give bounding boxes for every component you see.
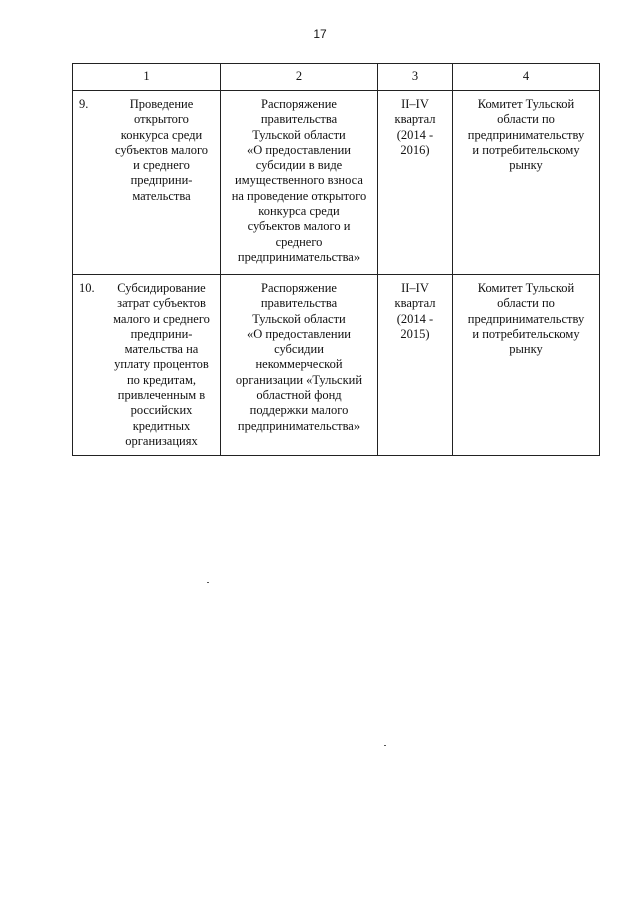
table-header-row	[73, 64, 600, 91]
deadline-text: II–IV квартал (2014 - 2016)	[394, 97, 436, 157]
row-number: 9.	[79, 97, 89, 111]
page-number: 17	[313, 27, 327, 41]
column-header-2: 2	[221, 64, 378, 91]
row-number: 10.	[79, 281, 95, 295]
scan-speck	[384, 745, 386, 746]
document-text: Распоряжение правительства Тульской области «О предоставлении субсидии в виде имущественного взноса на проведение открытого конкурса среди субъектов малого и среднего предпринимательства»	[231, 97, 367, 264]
deadline-cell	[378, 275, 453, 456]
table-row	[73, 91, 600, 275]
scan-speck	[207, 582, 209, 583]
responsible-text: Комитет Тульской области по предпринимательству и потребительскому рынку	[467, 281, 585, 357]
responsible-cell	[453, 275, 600, 456]
document-cell	[221, 91, 378, 275]
measure-text: Проведение открытого конкурса среди субъектов малого и среднего предприни- мательства	[114, 97, 209, 203]
table-row	[73, 275, 600, 456]
document-cell	[221, 275, 378, 456]
measure-cell	[73, 275, 221, 456]
responsible-cell	[453, 91, 600, 275]
document-text: Распоряжение правительства Тульской области «О предоставлении субсидии некоммерческой организации «Тульский областной фонд поддержки малого предпринимательства»	[235, 281, 363, 433]
column-header-3: 3	[378, 64, 453, 91]
measure-text: Субсидирование затрат субъектов малого и среднего предприни- мательства на уплату процентов по кредитам, привлеченным в российских кредитных организациях	[113, 281, 210, 448]
column-header-4: 4	[453, 64, 600, 91]
plan-table	[72, 63, 600, 456]
deadline-cell	[378, 91, 453, 275]
deadline-text: II–IV квартал (2014 - 2015)	[394, 281, 436, 341]
responsible-text: Комитет Тульской области по предпринимательству и потребительскому рынку	[467, 97, 585, 173]
measure-cell	[73, 91, 221, 275]
column-header-1: 1	[73, 64, 221, 91]
